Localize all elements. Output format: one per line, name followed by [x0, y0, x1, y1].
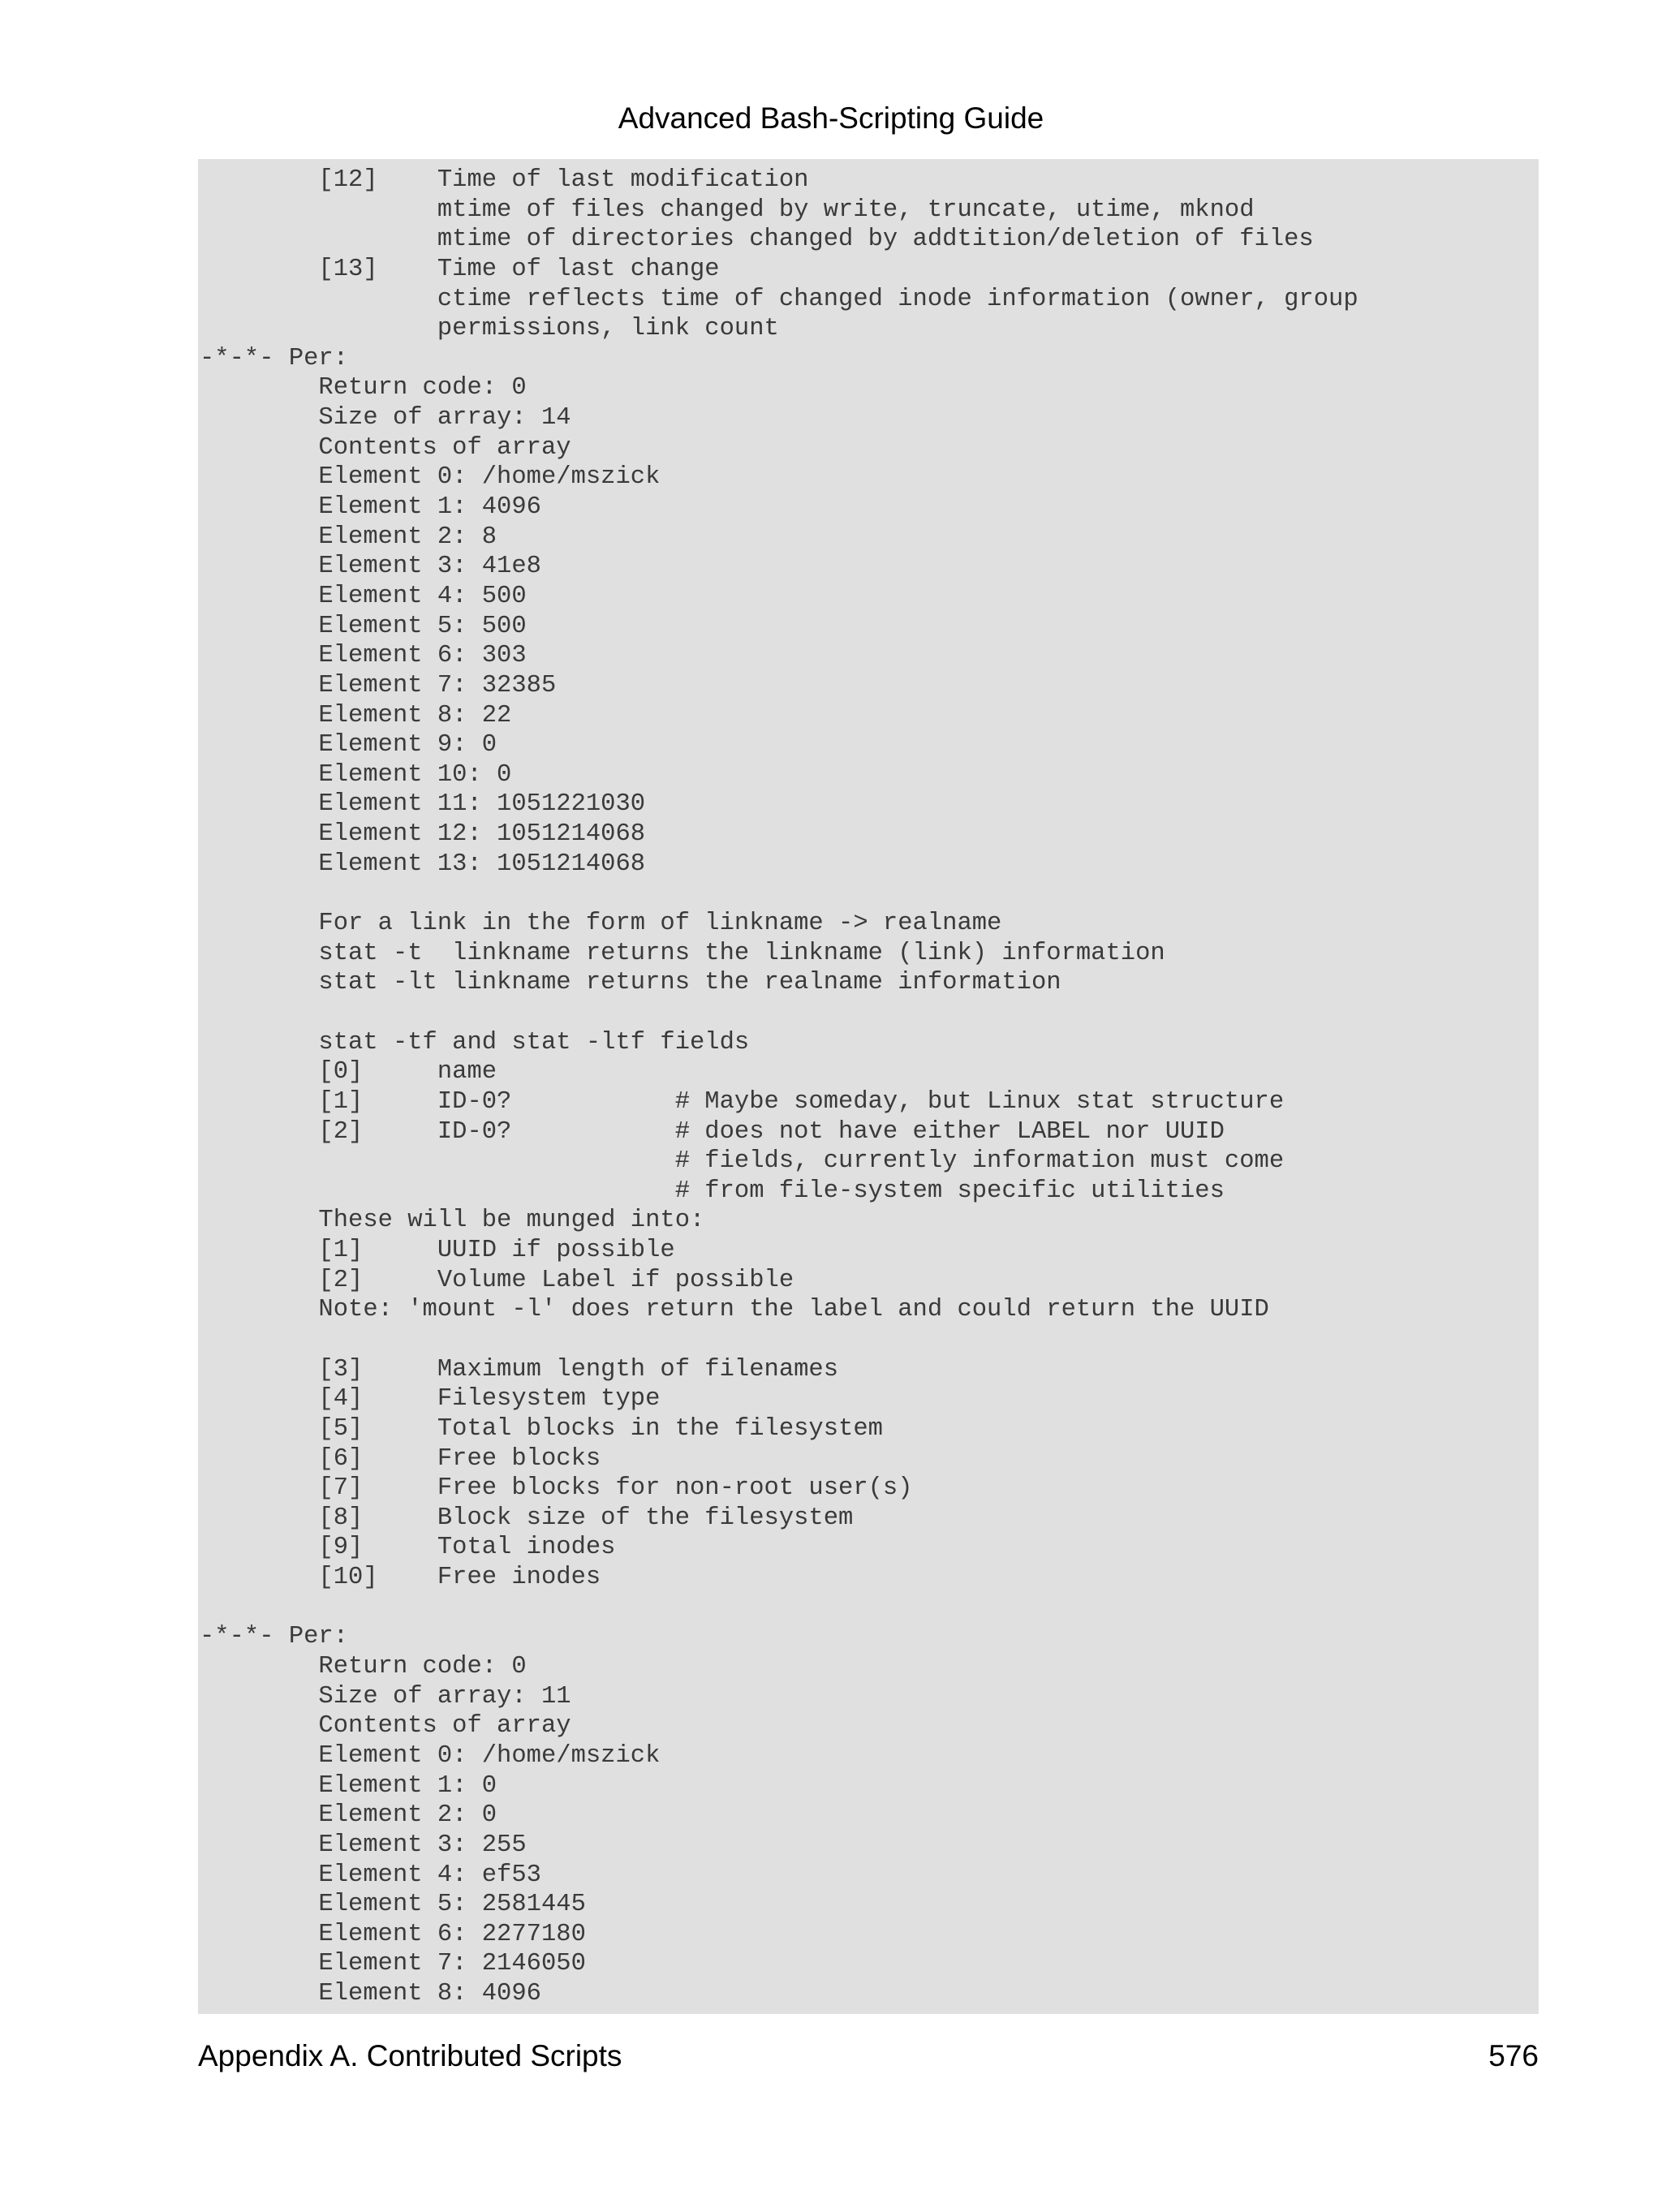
code-line: Return code: 0	[200, 374, 527, 402]
code-line: Element 7: 2146050	[200, 1950, 586, 1978]
code-line: Contents of array	[200, 433, 571, 462]
code-line: [13] Time of last change	[200, 255, 720, 283]
code-line: Element 8: 4096	[200, 1980, 541, 2008]
code-lines	[198, 166, 1539, 2009]
code-line: -*-*- Per:	[200, 344, 349, 372]
code-line: Element 11: 1051221030	[200, 790, 646, 819]
code-line: Return code: 0	[200, 1653, 527, 1681]
code-line: mtime of files changed by write, truncate, utime, mknod	[200, 196, 1255, 224]
code-line: Element 2: 8	[200, 523, 497, 551]
code-line: Element 0: /home/mszick	[200, 1741, 661, 1770]
code-line: # from file-system specific utilities	[200, 1177, 1225, 1205]
code-line: Element 13: 1051214068	[200, 850, 646, 878]
code-line: [2] ID-0? # does not have either LABEL nor UUID	[200, 1117, 1225, 1146]
code-line: Element 0: /home/mszick	[200, 463, 661, 492]
code-line: [2] Volume Label if possible	[200, 1266, 794, 1294]
code-line: [0] name	[200, 1058, 497, 1087]
code-line: Element 10: 0	[200, 760, 512, 789]
code-line: These will be munged into:	[200, 1207, 705, 1235]
code-line: [12] Time of last modification	[200, 166, 809, 194]
code-line: [7] Free blocks for non-root user(s)	[200, 1474, 913, 1503]
code-line: -*-*- Per:	[200, 1623, 349, 1651]
code-listing	[198, 159, 1539, 2014]
code-line: [1] UUID if possible	[200, 1237, 675, 1265]
code-line: ctime reflects time of changed inode information (owner, group	[200, 285, 1358, 313]
code-line	[200, 1593, 1539, 1623]
code-line: Element 4: 500	[200, 582, 527, 610]
code-line: Element 6: 2277180	[200, 1920, 586, 1948]
code-line: [8] Block size of the filesystem	[200, 1504, 854, 1532]
code-line	[200, 1325, 1539, 1355]
footer-section-title: Appendix A. Contributed Scripts	[198, 2039, 622, 2072]
code-line: Element 9: 0	[200, 731, 497, 760]
code-line: Size of array: 11	[200, 1682, 571, 1711]
code-line: [9] Total inodes	[200, 1534, 616, 1562]
code-line: Element 1: 4096	[200, 493, 541, 522]
code-line: Element 1: 0	[200, 1771, 497, 1800]
code-line: mtime of directories changed by addtition/deletion of files	[200, 226, 1314, 254]
code-line	[200, 998, 1539, 1028]
code-line: stat -tf and stat -ltf fields	[200, 1028, 750, 1057]
code-line: [4] Filesystem type	[200, 1385, 661, 1414]
code-line: Element 12: 1051214068	[200, 820, 646, 849]
code-line: [3] Maximum length of filenames	[200, 1355, 839, 1384]
code-line: Element 3: 41e8	[200, 553, 541, 581]
code-line: Element 7: 32385	[200, 671, 557, 699]
code-line: Element 6: 303	[200, 642, 527, 670]
code-line: [5] Total blocks in the filesystem	[200, 1414, 883, 1443]
code-line: Element 4: ef53	[200, 1861, 541, 1889]
code-line: Element 8: 22	[200, 701, 512, 729]
code-line: Element 2: 0	[200, 1801, 497, 1830]
code-line: stat -lt linkname returns the realname information	[200, 969, 1061, 997]
code-line: Contents of array	[200, 1712, 571, 1741]
code-line: [6] Free blocks	[200, 1444, 601, 1473]
code-line: For a link in the form of linkname -> realname	[200, 910, 1002, 938]
code-line: Element 3: 255	[200, 1831, 527, 1859]
code-line	[200, 879, 1539, 909]
code-line: # fields, currently information must come	[200, 1147, 1285, 1176]
code-line: Note: 'mount -l' does return the label and could return the UUID	[200, 1296, 1269, 1324]
code-line: stat -t linkname returns the linkname (link) information	[200, 939, 1165, 967]
page-title: Advanced Bash-Scripting Guide	[618, 101, 1044, 135]
code-line: [1] ID-0? # Maybe someday, but Linux stat structure	[200, 1087, 1285, 1116]
code-line: Element 5: 500	[200, 612, 527, 640]
code-line: permissions, link count	[200, 315, 779, 343]
code-line: [10] Free inodes	[200, 1564, 601, 1592]
code-line: Element 5: 2581445	[200, 1891, 586, 1919]
code-line: Size of array: 14	[200, 404, 571, 433]
page-number: 576	[1488, 2039, 1539, 2072]
